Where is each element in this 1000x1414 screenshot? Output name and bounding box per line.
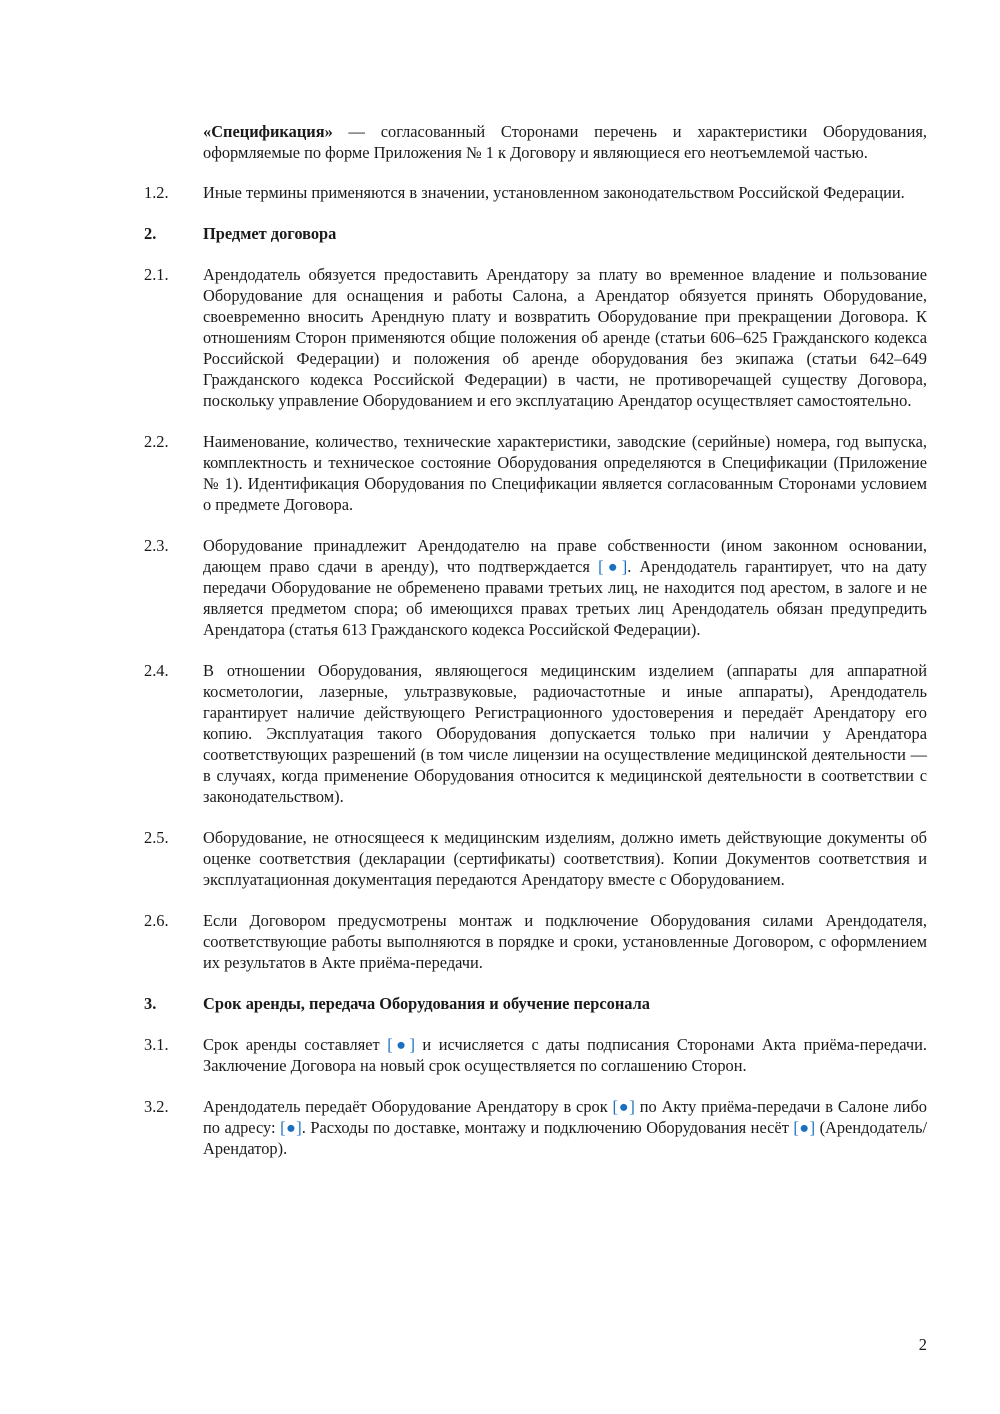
clause-2-3 — [144, 535, 927, 640]
clause-text: В отношении Оборудования, являющегося медицинским изделием (аппараты для аппаратной косметологии, лазерные, ультразвуковые, радиочастотные и иные аппараты), Арендодатель гарантирует наличие действующего Регистрационного удостоверения и передаёт Арендатору его копию. Эксплуатация такого Оборудования допускается только при наличии у Арендатора соответствующих разрешений (в том числе лицензии на осуществление медицинской деятельности — в случаях, когда применение Оборудования относится к медицинской деятельности в соответствии с законодательством). — [203, 661, 927, 806]
clause-number: 1.2. — [144, 183, 169, 202]
placeholder-field[interactable]: [●] — [598, 557, 628, 576]
clause-text-part: . Арендодатель гарантирует, что на дату передачи Оборудование не обременено правами третьих лиц, не находится под арестом, в залоге и не является предметом спора; об имеющихся правах третьих лиц Арендодатель обязан предупредить Арендатора (статья 613 Гражданского кодекса Российской Федерации). — [203, 557, 927, 639]
clause-3-2 — [144, 1096, 927, 1159]
placeholder-field[interactable]: [●] — [612, 1097, 635, 1116]
clause-number: 2.5. — [144, 828, 169, 847]
definition-body: — согласованный Сторонами перечень и характеристики Оборудования, оформляемые по форме Приложения № 1 к Договору и являющиеся его неотъемлемой частью. — [203, 122, 927, 162]
clause-number: 2.3. — [144, 536, 169, 555]
definition-specification — [144, 121, 927, 163]
clause-2-5 — [144, 827, 927, 890]
clause-text: Иные термины применяются в значении, установленном законодательством Российской Федерации. — [203, 183, 905, 202]
clause-number: 2.6. — [144, 911, 169, 930]
clause-text-part: . Расходы по доставке, монтажу и подключению Оборудования несёт — [301, 1118, 794, 1137]
clause-2-2 — [144, 431, 927, 515]
clause-text: Наименование, количество, технические характеристики, заводские (серийные) номера, год выпуска, комплектность и техническое состояние Оборудования определяются в Спецификации (Приложение № 1). Идентификация Оборудования по Спецификации является согласованным Сторонами условием о предмете Договора. — [203, 432, 927, 514]
clause-3-1 — [144, 1034, 927, 1076]
clause-number: 2.4. — [144, 661, 169, 680]
clause-text-part: Оборудование принадлежит Арендодателю на праве собственности (ином законном основании, дающем право сдачи в аренду), что подтверждается — [203, 536, 927, 576]
clause-text — [203, 1096, 927, 1159]
clause-text: Арендодатель обязуется предоставить Арендатору за плату во временное владение и пользование Оборудование для оснащения и работы Салона, а Арендатор обязуется принять Оборудование, своевременно вносить Арендную плату и возвратить Оборудование при прекращении Договора. К отношениям Сторон применяются общие положения об аренде (статьи 606–625 Гражданского кодекса Российской Федерации) и положения об аренде оборудования без экипажа (статьи 642–649 Гражданского кодекса Российской Федерации) в части, не противоречащей существу Договора, поскольку управление Оборудованием и его эксплуатацию Арендатор осуществляет самостоятельно. — [203, 265, 927, 410]
clause-1-2 — [144, 182, 927, 203]
section-title: Срок аренды, передача Оборудования и обучение персонала — [203, 994, 650, 1013]
clause-number: 3.2. — [144, 1097, 169, 1116]
clause-2-1 — [144, 264, 927, 411]
clause-text — [203, 1034, 927, 1076]
clause-text — [203, 535, 927, 640]
clause-text-part: Арендодатель передаёт Оборудование Арендатору в срок — [203, 1097, 613, 1116]
definition-text — [203, 121, 927, 163]
clause-text-part: по Акту приёма-передачи в Салоне либо по адресу: — [203, 1097, 927, 1137]
section-number: 2. — [144, 224, 157, 243]
section-number: 3. — [144, 994, 157, 1013]
page-number: 2 — [918, 1335, 927, 1354]
clause-text: Оборудование, не относящееся к медицинским изделиям, должно иметь действующие документы об оценке соответствия (декларации (сертификаты) соответствия). Копии Документов соответствия и эксплуатационная документация передаются Арендатору вместе с Оборудованием. — [203, 828, 927, 889]
clause-number: 3.1. — [144, 1035, 169, 1054]
clause-number: 2.2. — [144, 432, 169, 451]
clause-text-part: и исчисляется с даты подписания Сторонами Акта приёма-передачи. Заключение Договора на новый срок осуществляется по соглашению Сторон. — [203, 1035, 927, 1075]
clause-number: 2.1. — [144, 265, 169, 284]
section-3-heading — [144, 993, 927, 1014]
page-content — [144, 121, 927, 1159]
placeholder-field[interactable]: [●] — [387, 1035, 415, 1054]
clause-2-4 — [144, 660, 927, 807]
clause-2-6 — [144, 910, 927, 973]
placeholder-field[interactable]: [●] — [793, 1118, 816, 1137]
defined-term: «Спецификация» — [203, 122, 333, 141]
placeholder-field[interactable]: [●] — [280, 1118, 302, 1137]
clause-text: Если Договором предусмотрены монтаж и подключение Оборудования силами Арендодателя, соответствующие работы выполняются в порядке и сроки, установленные Договором, с оформлением их результатов в Акте приёма-передачи. — [203, 911, 927, 972]
clause-text-part: (Арендодатель/Арендатор). — [203, 1118, 927, 1158]
clause-text-part: Срок аренды составляет — [203, 1035, 388, 1054]
section-title: Предмет договора — [203, 224, 337, 243]
section-2-heading — [144, 223, 927, 244]
